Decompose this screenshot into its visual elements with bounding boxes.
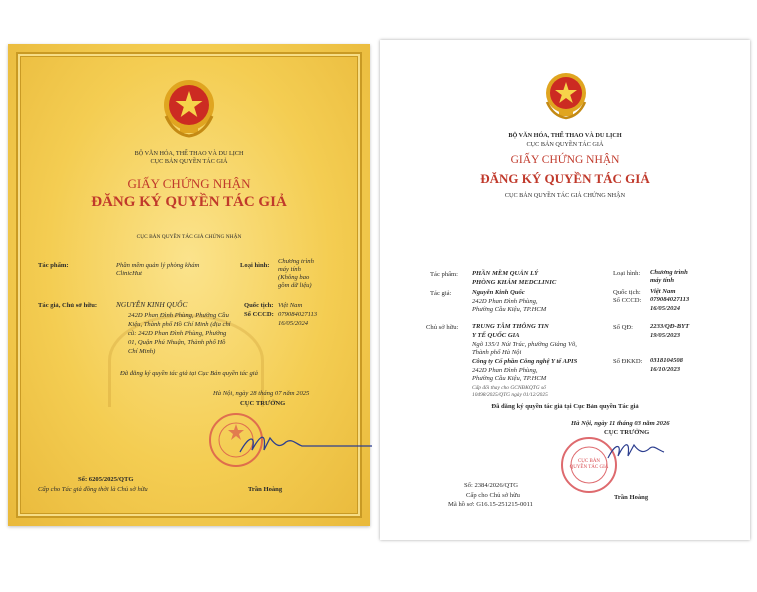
address-line: cũ: 242D Phan Đình Phùng, Phường [128, 330, 227, 337]
registered-line: Đã đăng ký quyền tác giả tại Cục Bản quyền tác giả [120, 370, 258, 377]
work-value-2: ClinicHut [116, 270, 143, 277]
certificate-title: GIẤY CHỨNG NHẬN [127, 176, 251, 191]
work-label: Tác phẩm: [38, 262, 69, 269]
author-label: Tác giả: [430, 290, 452, 297]
business-reg-date: 16/10/2023 [650, 366, 681, 373]
work-value: PHẦN MỀM QUẢN LÝ [472, 270, 539, 277]
signer-name: Trần Hoàng [614, 494, 649, 501]
type-value-2: máy tính [650, 277, 674, 284]
registered-line: Đã đăng ký quyền tác giả tại Cục Bản quyền Tác giả [491, 403, 639, 410]
decision-label: Số QĐ: [613, 324, 633, 331]
type-value-2: máy tính [278, 266, 301, 273]
department-name: CỤC BẢN QUYỀN TÁC GIẢ [150, 158, 228, 165]
id-label: Số CCCD: [244, 311, 274, 318]
owner-label: Chủ sở hữu: [426, 324, 459, 331]
work-label: Tác phẩm: [430, 271, 459, 278]
type-label: Loại hình: [613, 270, 641, 277]
id-date: 16/05/2024 [650, 305, 681, 312]
stamp-text: CỤC BẢN QUYỀN TÁC GIẢ [569, 459, 609, 470]
business-reg-value: 0318104508 [650, 357, 683, 364]
department-name: CỤC BẢN QUYỀN TÁC GIẢ [526, 141, 604, 148]
owner-name: TRUNG TÂM THÔNG TIN [472, 323, 549, 330]
address-line: Kiệu, Thành phố Hồ Chí Minh (địa chỉ [128, 321, 231, 328]
national-emblem-icon [543, 70, 589, 124]
address-line: Chí Minh) [128, 348, 156, 355]
company-name: Công ty Cổ phần Công nghệ Y tế APIS [472, 358, 578, 365]
certificate-subtitle: ĐĂNG KÝ QUYỀN TÁC GIẢ [480, 171, 650, 186]
work-value-2: PHÒNG KHÁM MEDCLINIC [472, 279, 557, 286]
business-reg-label: Số ĐKKD: [613, 358, 643, 365]
national-emblem-icon [160, 76, 218, 142]
nationality-value: Việt Nam [650, 288, 676, 295]
id-value: 079084027113 [650, 296, 690, 303]
id-date: 16/05/2024 [278, 320, 309, 327]
nationality-label: Quốc tịch: [613, 289, 641, 296]
id-label: Số CCCD: [613, 297, 642, 304]
signer-name: Trần Hoàng [248, 486, 283, 493]
signature-icon [236, 428, 376, 462]
nationality-label: Quốc tịch: [244, 302, 274, 309]
decision-date: 19/05/2023 [650, 332, 681, 339]
address-line: 242D Phan Đình Phùng, Phường Cầu [128, 312, 229, 319]
issued-to: Cấp cho Chủ sở hữu [466, 492, 520, 499]
signature-icon [606, 436, 666, 466]
author-address: 242D Phan Đình Phùng, [472, 298, 538, 305]
owner-address: Ngõ 135/1 Núi Trúc, phường Giảng Võ, [472, 341, 577, 348]
author-label: Tác giả, Chủ sở hữu: [38, 302, 98, 309]
signer-title: CỤC TRƯỞNG [604, 429, 650, 436]
type-value: Chương trình [278, 258, 314, 265]
certificate-right [380, 40, 750, 540]
ministry-name: BỘ VĂN HÓA, THỂ THAO VÀ DU LỊCH [134, 150, 244, 157]
certificate-title: GIẤY CHỨNG NHẬN [510, 154, 620, 166]
certify-line: CỤC BẢN QUYỀN TÁC GIẢ CHỨNG NHẬN [504, 192, 626, 199]
file-code: Mã hồ sơ: G16.15-251215-0011 [448, 501, 533, 508]
company-address: 242D Phan Đình Phùng, [472, 367, 538, 374]
certificate-left [8, 44, 370, 526]
certificate-subtitle: ĐĂNG KÝ QUYỀN TÁC GIẢ [91, 194, 287, 210]
decision-value: 2233/QĐ-BYT [650, 323, 690, 330]
author-name: Nguyễn Kinh Quốc [472, 289, 525, 296]
date-line: Hà Nội, ngày 11 tháng 03 năm 2026 [571, 420, 670, 427]
date-line: Hà Nội, ngày 28 tháng 07 năm 2025 [213, 390, 310, 397]
owner-address: Thành phố Hà Nội [472, 349, 522, 356]
issued-to: Cấp cho Tác giả đồng thời là Chủ sở hữu [38, 486, 148, 493]
type-label: Loại hình: [240, 262, 270, 269]
signer-title: CỤC TRƯỞNG [240, 400, 286, 407]
id-value: 079084027113 [278, 311, 318, 318]
certificate-number: Số: 6205/2025/QTG [78, 476, 134, 483]
type-value: Chương trình [650, 269, 688, 276]
author-name: NGUYỄN KINH QUỐC [116, 300, 188, 309]
author-address: Phường Cầu Kiệu, TP.HCM [472, 306, 547, 313]
company-address: Phường Cầu Kiệu, TP.HCM [472, 375, 547, 382]
address-line: 01, Quận Phú Nhuận, Thành phố Hồ [128, 339, 226, 346]
replacement-note: 10498/2025/QTG ngày 01/12/2025 [472, 392, 548, 398]
nationality-value: Việt Nam [278, 302, 303, 309]
owner-name-2: Y TẾ QUỐC GIA [472, 332, 520, 339]
work-value: Phần mềm quản lý phòng khám [116, 262, 200, 269]
type-value-3: (Không bao [278, 274, 310, 281]
ministry-name: BỘ VĂN HÓA, THỂ THAO VÀ DU LỊCH [508, 132, 622, 139]
type-value-4: gồm dữ liệu) [278, 282, 312, 289]
replacement-note: Cấp đổi thay cho GCNĐKQTG số [472, 385, 546, 391]
certify-line: CỤC BẢN QUYỀN TÁC GIẢ CHỨNG NHẬN [136, 234, 242, 240]
certificate-number: Số: 2384/2026/QTG [464, 482, 519, 489]
